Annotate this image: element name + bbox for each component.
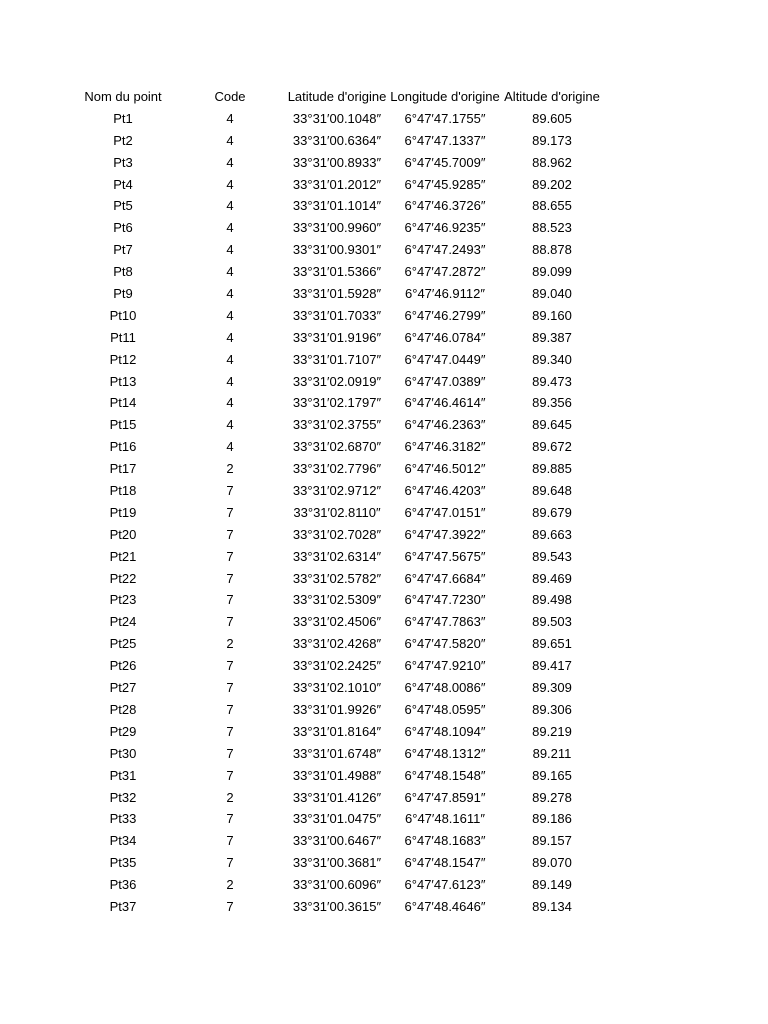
latitude-cell: 33°31′00.6096″	[292, 877, 382, 893]
code-cell: 2	[226, 461, 234, 477]
longitude-cell: 6°47′47.0151″	[404, 504, 486, 520]
altitude-cell: 89.663	[532, 526, 572, 542]
code-cell: 4	[226, 198, 234, 214]
altitude-cell: 89.278	[532, 789, 572, 805]
longitude-cell: 6°47′47.0389″	[404, 373, 486, 389]
latitude-cell: 33°31′02.8110″	[293, 504, 381, 520]
point-name-cell: Pt10	[109, 307, 137, 323]
code-cell: 7	[226, 504, 234, 520]
table-row	[0, 414, 768, 436]
altitude-cell: 89.645	[532, 417, 572, 433]
table-row	[0, 152, 768, 174]
longitude-cell: 6°47′46.3726″	[404, 198, 486, 214]
point-name-cell: Pt12	[109, 351, 137, 367]
table-row	[0, 874, 768, 896]
code-cell: 7	[226, 526, 234, 542]
altitude-cell: 88.878	[532, 242, 572, 258]
code-cell: 7	[226, 483, 234, 499]
point-name-cell: Pt6	[113, 220, 133, 236]
code-cell: 4	[226, 307, 234, 323]
point-name-cell: Pt33	[109, 811, 137, 827]
longitude-cell: 6°47′47.6123″	[404, 877, 486, 893]
point-name-cell: Pt5	[113, 198, 133, 214]
code-cell: 4	[226, 242, 234, 258]
table-row	[0, 677, 768, 699]
point-name-cell: Pt31	[109, 767, 137, 783]
header-latitude: Latitude d'origine	[287, 89, 387, 104]
latitude-cell: 33°31′00.8933″	[292, 154, 382, 170]
table-row	[0, 480, 768, 502]
longitude-cell: 6°47′48.1548″	[404, 767, 486, 783]
code-cell: 4	[226, 220, 234, 236]
table-header-row	[0, 86, 768, 108]
latitude-cell: 33°31′02.1797″	[292, 395, 382, 411]
latitude-cell: 33°31′00.9301″	[292, 242, 382, 258]
point-name-cell: Pt30	[109, 745, 137, 761]
altitude-cell: 88.523	[532, 220, 572, 236]
altitude-cell: 89.157	[532, 833, 572, 849]
code-cell: 4	[226, 132, 234, 148]
table-row	[0, 568, 768, 590]
table-row	[0, 699, 768, 721]
longitude-cell: 6°47′47.5820″	[404, 636, 486, 652]
code-cell: 7	[226, 811, 234, 827]
code-cell: 7	[226, 723, 234, 739]
altitude-cell: 89.648	[532, 483, 572, 499]
latitude-cell: 33°31′00.6467″	[292, 833, 382, 849]
altitude-cell: 89.099	[532, 264, 572, 280]
header-altitude: Altitude d'origine	[504, 89, 600, 104]
table-row	[0, 392, 768, 414]
altitude-cell: 88.655	[532, 198, 572, 214]
latitude-cell: 33°31′02.7796″	[292, 461, 382, 477]
latitude-cell: 33°31′01.5928″	[292, 286, 382, 302]
table-row	[0, 655, 768, 677]
latitude-cell: 33°31′00.3615″	[292, 898, 382, 914]
point-name-cell: Pt13	[109, 373, 137, 389]
table-row	[0, 108, 768, 130]
points-table	[0, 86, 768, 918]
altitude-cell: 89.040	[532, 286, 572, 302]
code-cell: 4	[226, 154, 234, 170]
altitude-cell: 89.202	[532, 176, 572, 192]
point-name-cell: Pt22	[109, 570, 137, 586]
longitude-cell: 6°47′47.7230″	[404, 592, 486, 608]
altitude-cell: 89.340	[532, 351, 572, 367]
latitude-cell: 33°31′01.6748″	[292, 745, 382, 761]
point-name-cell: Pt18	[109, 483, 137, 499]
longitude-cell: 6°47′47.7863″	[404, 614, 486, 630]
longitude-cell: 6°47′46.9235″	[404, 220, 486, 236]
longitude-cell: 6°47′47.8591″	[404, 789, 486, 805]
longitude-cell: 6°47′46.4203″	[404, 483, 486, 499]
altitude-cell: 89.503	[532, 614, 572, 630]
code-cell: 4	[226, 286, 234, 302]
table-row	[0, 502, 768, 524]
latitude-cell: 33°31′01.0475″	[292, 811, 382, 827]
altitude-cell: 89.219	[532, 723, 572, 739]
code-cell: 7	[226, 548, 234, 564]
longitude-cell: 6°47′48.1683″	[404, 833, 486, 849]
table-row	[0, 524, 768, 546]
code-cell: 7	[226, 680, 234, 696]
code-cell: 4	[226, 264, 234, 280]
altitude-cell: 89.543	[532, 548, 572, 564]
altitude-cell: 89.149	[532, 877, 572, 893]
latitude-cell: 33°31′02.2425″	[292, 658, 382, 674]
point-name-cell: Pt15	[109, 417, 137, 433]
code-cell: 7	[226, 767, 234, 783]
table-row	[0, 305, 768, 327]
longitude-cell: 6°47′47.1755″	[404, 110, 486, 126]
longitude-cell: 6°47′46.4614″	[404, 395, 486, 411]
code-cell: 7	[226, 570, 234, 586]
table-row	[0, 261, 768, 283]
code-cell: 4	[226, 395, 234, 411]
altitude-cell: 89.672	[532, 439, 572, 455]
latitude-cell: 33°31′01.2012″	[292, 176, 382, 192]
longitude-cell: 6°47′48.4646″	[404, 898, 486, 914]
latitude-cell: 33°31′02.4506″	[292, 614, 382, 630]
header-longitude: Longitude d'origine	[390, 89, 500, 104]
point-name-cell: Pt25	[109, 636, 137, 652]
latitude-cell: 33°31′00.6364″	[292, 132, 382, 148]
point-name-cell: Pt37	[109, 898, 137, 914]
code-cell: 4	[226, 351, 234, 367]
code-cell: 4	[226, 110, 234, 126]
longitude-cell: 6°47′46.9112″	[405, 286, 485, 302]
altitude-cell: 89.306	[532, 701, 572, 717]
altitude-cell: 89.651	[532, 636, 572, 652]
point-name-cell: Pt19	[109, 504, 137, 520]
table-row	[0, 349, 768, 371]
longitude-cell: 6°47′48.1312″	[404, 745, 486, 761]
altitude-cell: 89.173	[532, 132, 572, 148]
code-cell: 7	[226, 658, 234, 674]
table-row	[0, 371, 768, 393]
point-name-cell: Pt16	[109, 439, 137, 455]
table-row	[0, 217, 768, 239]
code-cell: 4	[226, 417, 234, 433]
table-row	[0, 633, 768, 655]
code-cell: 7	[226, 898, 234, 914]
point-name-cell: Pt23	[109, 592, 137, 608]
point-name-cell: Pt9	[113, 286, 133, 302]
code-cell: 7	[226, 701, 234, 717]
table-row	[0, 458, 768, 480]
point-name-cell: Pt34	[109, 833, 137, 849]
longitude-cell: 6°47′46.2799″	[404, 307, 486, 323]
table-row	[0, 174, 768, 196]
code-cell: 7	[226, 592, 234, 608]
latitude-cell: 33°31′01.7107″	[292, 351, 382, 367]
latitude-cell: 33°31′01.5366″	[292, 264, 382, 280]
latitude-cell: 33°31′02.6314″	[292, 548, 382, 564]
code-cell: 7	[226, 745, 234, 761]
latitude-cell: 33°31′01.9926″	[292, 701, 382, 717]
altitude-cell: 89.417	[532, 658, 572, 674]
altitude-cell: 89.387	[532, 329, 572, 345]
table-body	[0, 108, 768, 918]
latitude-cell: 33°31′01.1014″	[292, 198, 382, 214]
altitude-cell: 88.962	[532, 154, 572, 170]
longitude-cell: 6°47′48.1094″	[404, 723, 486, 739]
point-name-cell: Pt11	[110, 329, 136, 345]
altitude-cell: 89.134	[532, 898, 572, 914]
longitude-cell: 6°47′48.0595″	[404, 701, 486, 717]
point-name-cell: Pt3	[113, 154, 133, 170]
table-row	[0, 765, 768, 787]
code-cell: 2	[226, 636, 234, 652]
latitude-cell: 33°31′02.3755″	[292, 417, 382, 433]
code-cell: 2	[226, 877, 234, 893]
table-row	[0, 327, 768, 349]
altitude-cell: 89.309	[532, 680, 572, 696]
longitude-cell: 6°47′48.1611″	[405, 811, 485, 827]
table-row	[0, 195, 768, 217]
longitude-cell: 6°47′47.3922″	[404, 526, 486, 542]
longitude-cell: 6°47′47.5675″	[404, 548, 486, 564]
point-name-cell: Pt24	[109, 614, 137, 630]
altitude-cell: 89.165	[532, 767, 572, 783]
latitude-cell: 33°31′01.4988″	[292, 767, 382, 783]
longitude-cell: 6°47′45.9285″	[404, 176, 486, 192]
point-name-cell: Pt1	[113, 110, 133, 126]
latitude-cell: 33°31′00.1048″	[292, 110, 382, 126]
latitude-cell: 33°31′02.7028″	[292, 526, 382, 542]
longitude-cell: 6°47′47.1337″	[404, 132, 486, 148]
altitude-cell: 89.469	[532, 570, 572, 586]
latitude-cell: 33°31′02.4268″	[292, 636, 382, 652]
altitude-cell: 89.473	[532, 373, 572, 389]
longitude-cell: 6°47′46.5012″	[404, 461, 486, 477]
point-name-cell: Pt27	[109, 680, 137, 696]
latitude-cell: 33°31′00.9960″	[292, 220, 382, 236]
latitude-cell: 33°31′01.7033″	[292, 307, 382, 323]
altitude-cell: 89.356	[532, 395, 572, 411]
table-row	[0, 743, 768, 765]
longitude-cell: 6°47′48.0086″	[404, 680, 486, 696]
point-name-cell: Pt29	[109, 723, 137, 739]
table-row	[0, 787, 768, 809]
table-row	[0, 852, 768, 874]
longitude-cell: 6°47′46.3182″	[404, 439, 486, 455]
altitude-cell: 89.498	[532, 592, 572, 608]
latitude-cell: 33°31′02.5782″	[292, 570, 382, 586]
header-code: Code	[214, 89, 246, 104]
table-row	[0, 546, 768, 568]
latitude-cell: 33°31′00.3681″	[292, 855, 382, 871]
longitude-cell: 6°47′47.6684″	[404, 570, 486, 586]
code-cell: 4	[226, 373, 234, 389]
altitude-cell: 89.070	[532, 855, 572, 871]
altitude-cell: 89.679	[532, 504, 572, 520]
latitude-cell: 33°31′01.9196″	[292, 329, 382, 345]
point-name-cell: Pt4	[113, 176, 133, 192]
table-row	[0, 239, 768, 261]
altitude-cell: 89.160	[532, 307, 572, 323]
table-row	[0, 896, 768, 918]
latitude-cell: 33°31′02.5309″	[292, 592, 382, 608]
altitude-cell: 89.885	[532, 461, 572, 477]
table-row	[0, 436, 768, 458]
latitude-cell: 33°31′02.6870″	[292, 439, 382, 455]
table-row	[0, 830, 768, 852]
point-name-cell: Pt32	[109, 789, 137, 805]
latitude-cell: 33°31′02.0919″	[292, 373, 382, 389]
table-row	[0, 611, 768, 633]
table-row	[0, 721, 768, 743]
longitude-cell: 6°47′47.2872″	[404, 264, 486, 280]
longitude-cell: 6°47′46.2363″	[404, 417, 486, 433]
code-cell: 4	[226, 176, 234, 192]
latitude-cell: 33°31′01.8164″	[292, 723, 382, 739]
point-name-cell: Pt35	[109, 855, 137, 871]
code-cell: 7	[226, 614, 234, 630]
table-row	[0, 130, 768, 152]
point-name-cell: Pt20	[109, 526, 137, 542]
point-name-cell: Pt26	[109, 658, 137, 674]
code-cell: 7	[226, 855, 234, 871]
longitude-cell: 6°47′45.7009″	[404, 154, 486, 170]
point-name-cell: Pt2	[113, 132, 133, 148]
latitude-cell: 33°31′02.9712″	[292, 483, 382, 499]
point-name-cell: Pt36	[109, 877, 137, 893]
point-name-cell: Pt14	[109, 395, 137, 411]
longitude-cell: 6°47′47.2493″	[404, 242, 486, 258]
longitude-cell: 6°47′47.9210″	[404, 658, 486, 674]
point-name-cell: Pt8	[113, 264, 133, 280]
latitude-cell: 33°31′01.4126″	[292, 789, 382, 805]
point-name-cell: Pt21	[109, 548, 137, 564]
header-point-name: Nom du point	[84, 89, 162, 104]
altitude-cell: 89.211	[532, 745, 572, 761]
code-cell: 7	[226, 833, 234, 849]
code-cell: 4	[226, 329, 234, 345]
point-name-cell: Pt17	[109, 461, 137, 477]
latitude-cell: 33°31′02.1010″	[292, 680, 382, 696]
longitude-cell: 6°47′46.0784″	[404, 329, 486, 345]
point-name-cell: Pt28	[109, 701, 137, 717]
table-row	[0, 589, 768, 611]
table-row	[0, 283, 768, 305]
longitude-cell: 6°47′47.0449″	[404, 351, 486, 367]
point-name-cell: Pt7	[113, 242, 133, 258]
code-cell: 4	[226, 439, 234, 455]
altitude-cell: 89.186	[532, 811, 572, 827]
altitude-cell: 89.605	[532, 110, 572, 126]
table-row	[0, 808, 768, 830]
code-cell: 2	[226, 789, 234, 805]
longitude-cell: 6°47′48.1547″	[404, 855, 486, 871]
